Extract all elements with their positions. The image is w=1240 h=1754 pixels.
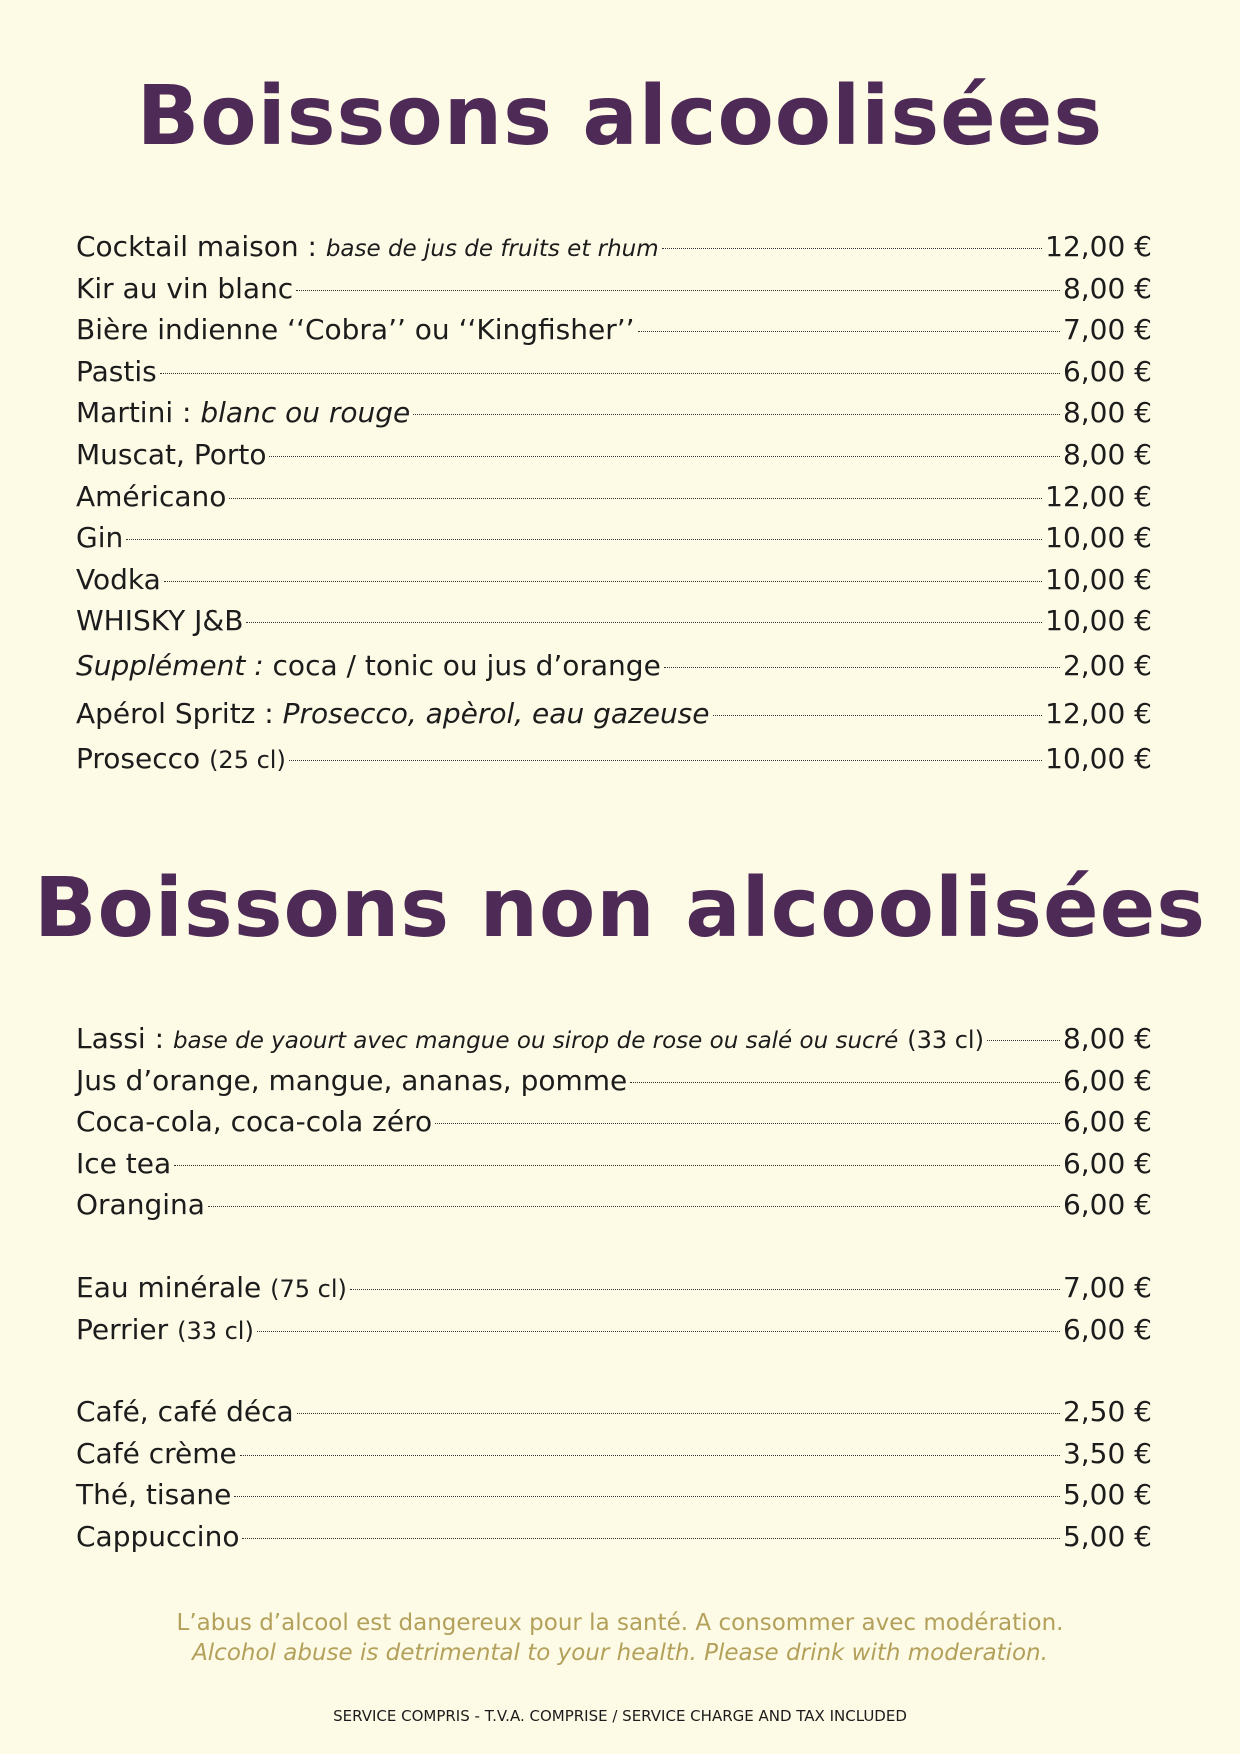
menu-item bbox=[76, 738, 1152, 780]
menu-item bbox=[76, 1101, 1152, 1143]
dot-leader bbox=[296, 290, 1060, 291]
menu-item bbox=[76, 1391, 1152, 1433]
dot-leader bbox=[350, 1289, 1060, 1290]
menu-item bbox=[76, 642, 1152, 690]
spacer bbox=[76, 1350, 1152, 1391]
item-description: base de jus de fruits et rhum bbox=[325, 236, 659, 262]
dot-leader bbox=[234, 1496, 1060, 1497]
dot-leader bbox=[174, 1165, 1060, 1166]
dot-leader bbox=[638, 331, 1060, 332]
item-price: 6,00 € bbox=[1062, 1312, 1152, 1346]
item-name: Kir au vin blanc bbox=[76, 271, 294, 305]
item-price: 12,00 € bbox=[1045, 479, 1152, 513]
supplement-label: Supplément : bbox=[76, 648, 264, 682]
item-name: Café, café déca bbox=[76, 1395, 294, 1429]
item-name: Eau minérale (75 cl) bbox=[76, 1270, 347, 1304]
item-name: Jus d’orange, mangue, ananas, pomme bbox=[76, 1063, 628, 1097]
item-price: 6,00 € bbox=[1062, 1105, 1152, 1139]
item-description: Prosecco, apèrol, eau gazeuse bbox=[282, 696, 710, 730]
dot-leader bbox=[229, 498, 1042, 499]
menu-item bbox=[76, 351, 1152, 393]
item-name: Coca-cola, coca-cola zéro bbox=[76, 1105, 433, 1139]
menu-item bbox=[76, 268, 1152, 310]
dot-leader bbox=[269, 456, 1059, 457]
item-price: 8,00 € bbox=[1062, 437, 1152, 471]
dot-leader bbox=[662, 248, 1042, 249]
item-volume: (33 cl) bbox=[177, 1316, 254, 1345]
health-warning-fr: L’abus d’alcool est dangereux pour la santé. A consommer avec modération. bbox=[176, 1610, 1064, 1636]
menu-item bbox=[76, 1516, 1152, 1558]
item-name: Supplément : coca / tonic ou jus d’orange bbox=[76, 648, 661, 682]
dot-leader bbox=[246, 622, 1042, 623]
dot-leader bbox=[435, 1123, 1060, 1124]
dot-leader bbox=[164, 581, 1042, 582]
item-name: Vodka bbox=[76, 562, 161, 596]
menu-item bbox=[76, 1184, 1152, 1226]
menu-item bbox=[76, 392, 1152, 434]
dot-leader bbox=[126, 539, 1042, 540]
health-warning-en: Alcohol abuse is detrimental to your health. Please drink with moderation. bbox=[192, 1640, 1048, 1666]
menu-item bbox=[76, 1143, 1152, 1185]
item-description: base de yaourt avec mangue ou sirop de rose ou salé ou sucré bbox=[172, 1028, 899, 1054]
menu-item bbox=[76, 434, 1152, 476]
item-volume: (33 cl) bbox=[907, 1026, 984, 1054]
dot-leader bbox=[160, 373, 1060, 374]
menu-list-alcoholic bbox=[76, 226, 1152, 780]
item-price: 3,50 € bbox=[1062, 1436, 1152, 1470]
dot-leader bbox=[297, 1413, 1060, 1414]
section-title-alcoholic: Boissons alcoolisées bbox=[136, 69, 1104, 164]
menu-item bbox=[76, 1267, 1152, 1309]
item-price: 8,00 € bbox=[1062, 1022, 1152, 1055]
dot-leader bbox=[257, 1331, 1060, 1332]
item-name: Perrier (33 cl) bbox=[76, 1312, 254, 1346]
menu-item bbox=[76, 1060, 1152, 1102]
item-price: 6,00 € bbox=[1062, 1188, 1152, 1222]
menu-item bbox=[76, 1018, 1152, 1060]
dot-leader bbox=[713, 715, 1043, 716]
service-footer: SERVICE COMPRIS - T.V.A. COMPRISE / SERVICE CHARGE AND TAX INCLUDED bbox=[333, 1707, 907, 1725]
item-volume: (75 cl) bbox=[270, 1274, 347, 1303]
item-price: 6,00 € bbox=[1062, 1063, 1152, 1097]
item-name: Gin bbox=[76, 521, 124, 555]
spacer bbox=[76, 1226, 1152, 1267]
item-price: 7,00 € bbox=[1062, 1270, 1152, 1304]
dot-leader bbox=[242, 1538, 1059, 1539]
item-name: Café crème bbox=[76, 1436, 237, 1470]
dot-leader bbox=[664, 667, 1060, 668]
item-price: 12,00 € bbox=[1045, 230, 1152, 263]
menu-item bbox=[76, 1309, 1152, 1351]
menu-item bbox=[76, 1474, 1152, 1516]
item-price: 6,00 € bbox=[1062, 354, 1152, 388]
item-volume: (25 cl) bbox=[209, 745, 286, 774]
menu-item bbox=[76, 559, 1152, 601]
item-name: Cappuccino bbox=[76, 1519, 240, 1553]
item-price: 10,00 € bbox=[1045, 604, 1152, 638]
dot-leader bbox=[240, 1455, 1060, 1456]
item-name: Cocktail maison : base de jus de fruits et rhum bbox=[76, 230, 659, 263]
item-name: Prosecco (25 cl) bbox=[76, 741, 286, 775]
item-price: 10,00 € bbox=[1045, 562, 1152, 596]
menu-item bbox=[76, 517, 1152, 559]
item-price: 10,00 € bbox=[1045, 741, 1152, 775]
item-price: 7,00 € bbox=[1062, 313, 1152, 347]
dot-leader bbox=[413, 414, 1060, 415]
item-name: Bière indienne ‘‘Cobra’’ ou ‘‘Kingfisher’’ bbox=[76, 313, 635, 347]
menu-item bbox=[76, 226, 1152, 268]
section-title-non-alcoholic: Boissons non alcoolisées bbox=[33, 861, 1207, 956]
item-price: 5,00 € bbox=[1062, 1478, 1152, 1512]
menu-item bbox=[76, 600, 1152, 642]
item-price: 6,00 € bbox=[1062, 1146, 1152, 1180]
menu-item bbox=[76, 1433, 1152, 1475]
item-name: Orangina bbox=[76, 1188, 205, 1222]
item-price: 12,00 € bbox=[1045, 696, 1152, 730]
item-name: Muscat, Porto bbox=[76, 437, 267, 471]
item-price: 5,00 € bbox=[1062, 1519, 1152, 1553]
item-name: Lassi : base de yaourt avec mangue ou sirop de rose ou salé ou sucré (33 cl) bbox=[76, 1022, 984, 1055]
menu-item bbox=[76, 476, 1152, 518]
item-name: Ice tea bbox=[76, 1146, 172, 1180]
dot-leader bbox=[630, 1082, 1060, 1083]
item-name: Américano bbox=[76, 479, 227, 513]
dot-leader bbox=[208, 1206, 1060, 1207]
item-name: WHISKY J&B bbox=[76, 604, 244, 638]
item-price: 2,50 € bbox=[1062, 1395, 1152, 1429]
item-name: Martini : blanc ou rouge bbox=[76, 396, 411, 430]
menu-item bbox=[76, 309, 1152, 351]
item-price: 10,00 € bbox=[1045, 521, 1152, 555]
item-price: 8,00 € bbox=[1062, 396, 1152, 430]
item-name: Pastis bbox=[76, 354, 157, 388]
item-name: Apérol Spritz : Prosecco, apèrol, eau gazeuse bbox=[76, 696, 710, 730]
item-name: Thé, tisane bbox=[76, 1478, 232, 1512]
item-price: 8,00 € bbox=[1062, 271, 1152, 305]
item-description: blanc ou rouge bbox=[200, 396, 411, 430]
menu-item bbox=[76, 690, 1152, 738]
item-price: 2,00 € bbox=[1062, 648, 1152, 682]
menu-list-non-alcoholic bbox=[76, 1018, 1152, 1558]
dot-leader bbox=[289, 760, 1042, 761]
dot-leader bbox=[987, 1040, 1060, 1041]
